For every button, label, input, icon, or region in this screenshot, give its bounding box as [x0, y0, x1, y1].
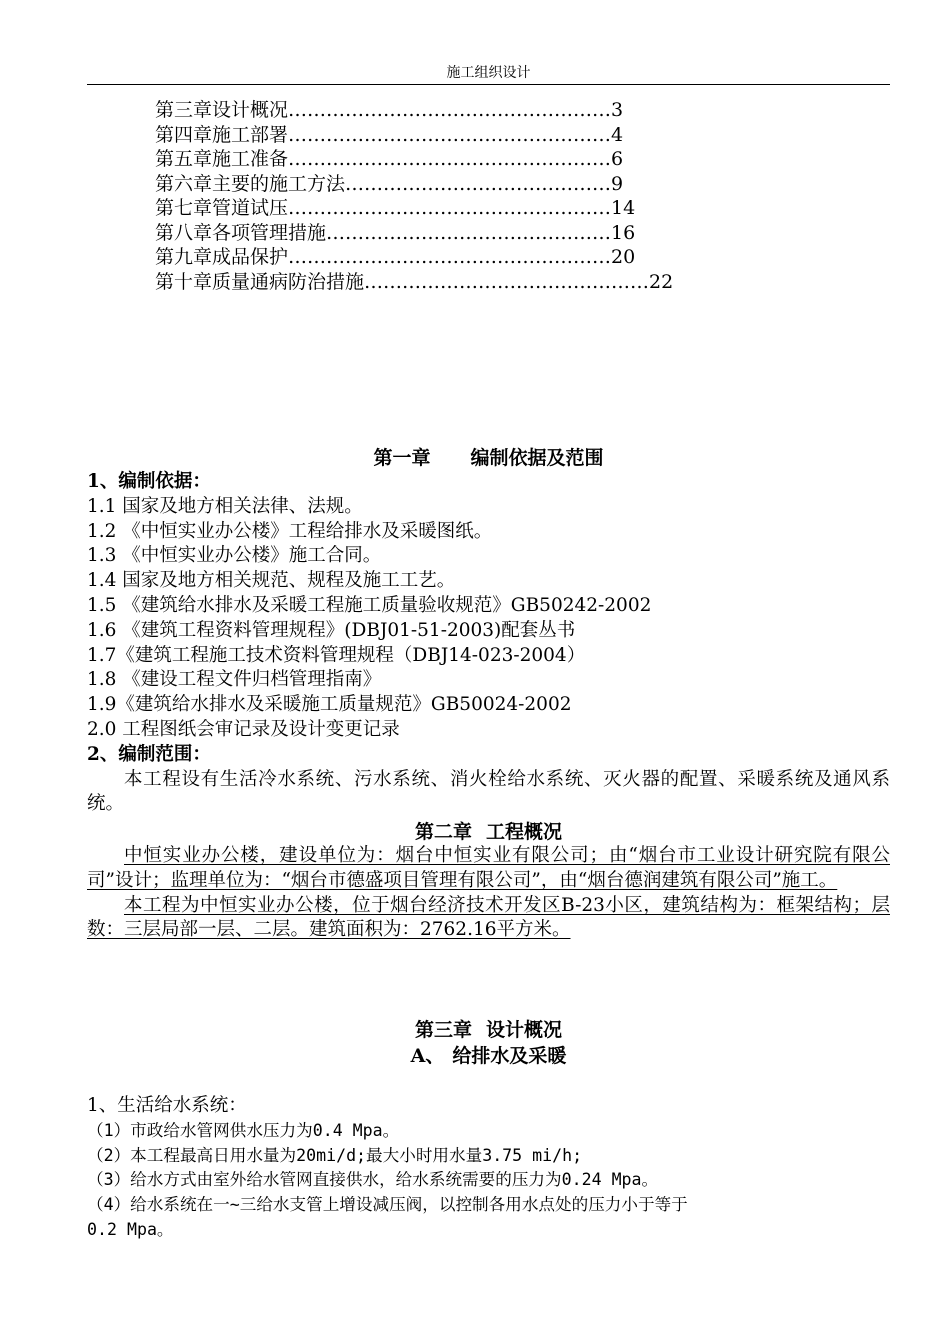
design-item: 0.2 Mpa。 — [87, 1219, 174, 1239]
toc-entry-leader: …………………………………………… — [288, 246, 612, 268]
basis-item: 1.8 《建设工程文件归档管理指南》 — [87, 669, 382, 691]
toc-entry[interactable] — [155, 98, 715, 123]
chapter3-heading — [87, 1018, 890, 1042]
subheading-title: 给排水及采暖 — [452, 1045, 567, 1067]
basis-item: 1.9《建筑给水排水及采暖施工质量规范》GB50024-2002 — [87, 694, 572, 716]
toc-entry[interactable] — [155, 196, 715, 221]
basis-item: 1.5 《建筑给水排水及采暖工程施工质量验收规范》GB50242-2002 — [87, 594, 652, 616]
basis-item: 1.6 《建筑工程资料管理规程》(DBJ01-51-2003)配套丛书 — [87, 619, 576, 641]
toc-entry-leader: …………………………………………… — [288, 148, 612, 170]
toc-entry-page: 22 — [649, 270, 674, 293]
toc-entry-page: 6 — [611, 148, 624, 170]
toc-entry[interactable] — [155, 123, 715, 148]
toc-entry-page: 16 — [611, 221, 636, 244]
scope-paragraph: 本工程设有生活冷水系统、污水系统、消火栓给水系统、灭火器的配置、采暖系统及通风系统。 — [87, 768, 890, 815]
toc-entry-leader: ……………………………………… — [326, 221, 612, 244]
basis-item: 1.2 《中恒实业办公楼》工程给排水及采暖图纸。 — [87, 520, 493, 542]
overview-paragraph: 中恒实业办公楼，建设单位为：烟台中恒实业有限公司；由“烟台市工业设计研究院有限公司”设计；监理单位为：“烟台市德盛项目管理有限公司”，由“烟台德润建筑有限公司”施工。 — [87, 845, 890, 891]
design-item: （1）市政给水管网供水压力为0.4 Mpa。 — [87, 1120, 400, 1140]
toc-entry-page: 3 — [611, 99, 624, 121]
toc-entry[interactable] — [155, 147, 715, 172]
system-title: 1、生活给水系统： — [87, 1095, 247, 1116]
chapter2-title: 工程概况 — [486, 821, 563, 843]
toc-entry-leader: …………………………………… — [345, 172, 612, 195]
toc-entry-title: 第四章施工部署 — [155, 123, 289, 146]
chapter1-title: 编制依据及范围 — [470, 447, 604, 469]
basis-item: 1.3 《中恒实业办公楼》施工合同。 — [87, 545, 382, 567]
basis-item: 2.0 工程图纸会审记录及设计变更记录 — [87, 718, 400, 740]
toc-entry-page: 9 — [611, 172, 624, 195]
toc-entry-title: 第十章质量通病防治措施 — [155, 270, 365, 293]
design-item: （4）给水系统在一~三给水支管上增设减压阀，以控制各用水点处的压力小于等于 — [87, 1195, 688, 1215]
toc-entry-title: 第三章设计概况 — [155, 99, 289, 121]
overview-paragraph: 本工程为中恒实业办公楼，位于烟台经济技术开发区B-23小区，建筑结构为：框架结构；层数：三层局部一层、二层。建筑面积为：2762.16平方米。 — [87, 894, 890, 941]
toc-entry[interactable] — [155, 270, 715, 295]
toc-entry[interactable] — [155, 245, 715, 270]
toc-entry-page: 4 — [611, 123, 624, 146]
basis-item: 1.1 国家及地方相关法律、法规。 — [87, 495, 363, 517]
subheading-label: A、 — [410, 1045, 445, 1067]
basis-item: 1.4 国家及地方相关规范、规程及施工工艺。 — [87, 570, 456, 592]
toc-entry-page: 20 — [611, 246, 636, 268]
toc-entry-leader: …………………………………………… — [288, 197, 612, 219]
chapter1-body — [87, 470, 890, 817]
toc-entry-title: 第九章成品保护 — [155, 246, 289, 268]
page-header: 施工组织设计 — [87, 64, 890, 85]
toc-entry[interactable] — [155, 221, 715, 246]
design-item: （3）给水方式由室外给水管网直接供水，给水系统需要的压力为0.24 Mpa。 — [87, 1170, 659, 1190]
chapter3-number: 第三章 — [414, 1019, 472, 1041]
toc-entry-title: 第八章各项管理措施 — [155, 221, 327, 244]
chapter3-subheading — [87, 1044, 890, 1068]
toc-entry-leader: …………………………………………… — [288, 123, 612, 146]
design-item: （2）本工程最高日用水量为20mi/d;最大小时用水量3.75 mi/h; — [87, 1145, 583, 1165]
chapter2-number: 第二章 — [414, 821, 472, 843]
toc-entry-page: 14 — [611, 197, 636, 219]
toc-entry-title: 第五章施工准备 — [155, 148, 289, 170]
toc-entry-title: 第六章主要的施工方法 — [155, 172, 346, 195]
section-title: 2、编制范围： — [87, 743, 211, 765]
chapter1-number: 第一章 — [373, 447, 431, 469]
chapter2-heading — [87, 820, 890, 844]
toc-entry-leader: ……………………………………… — [364, 270, 650, 293]
chapter1-heading — [87, 446, 890, 470]
toc-entry[interactable] — [155, 172, 715, 197]
basis-item: 1.7《建筑工程施工技术资料管理规程（DBJ14-023-2004） — [87, 644, 586, 666]
chapter3-title: 设计概况 — [486, 1019, 563, 1041]
toc-entry-leader: …………………………………………… — [288, 99, 612, 121]
chapter2-body — [87, 844, 890, 943]
section-title: 1、编制依据： — [87, 471, 211, 492]
table-of-contents — [155, 98, 715, 294]
chapter3-body — [87, 1094, 890, 1243]
toc-entry-title: 第七章管道试压 — [155, 197, 289, 219]
